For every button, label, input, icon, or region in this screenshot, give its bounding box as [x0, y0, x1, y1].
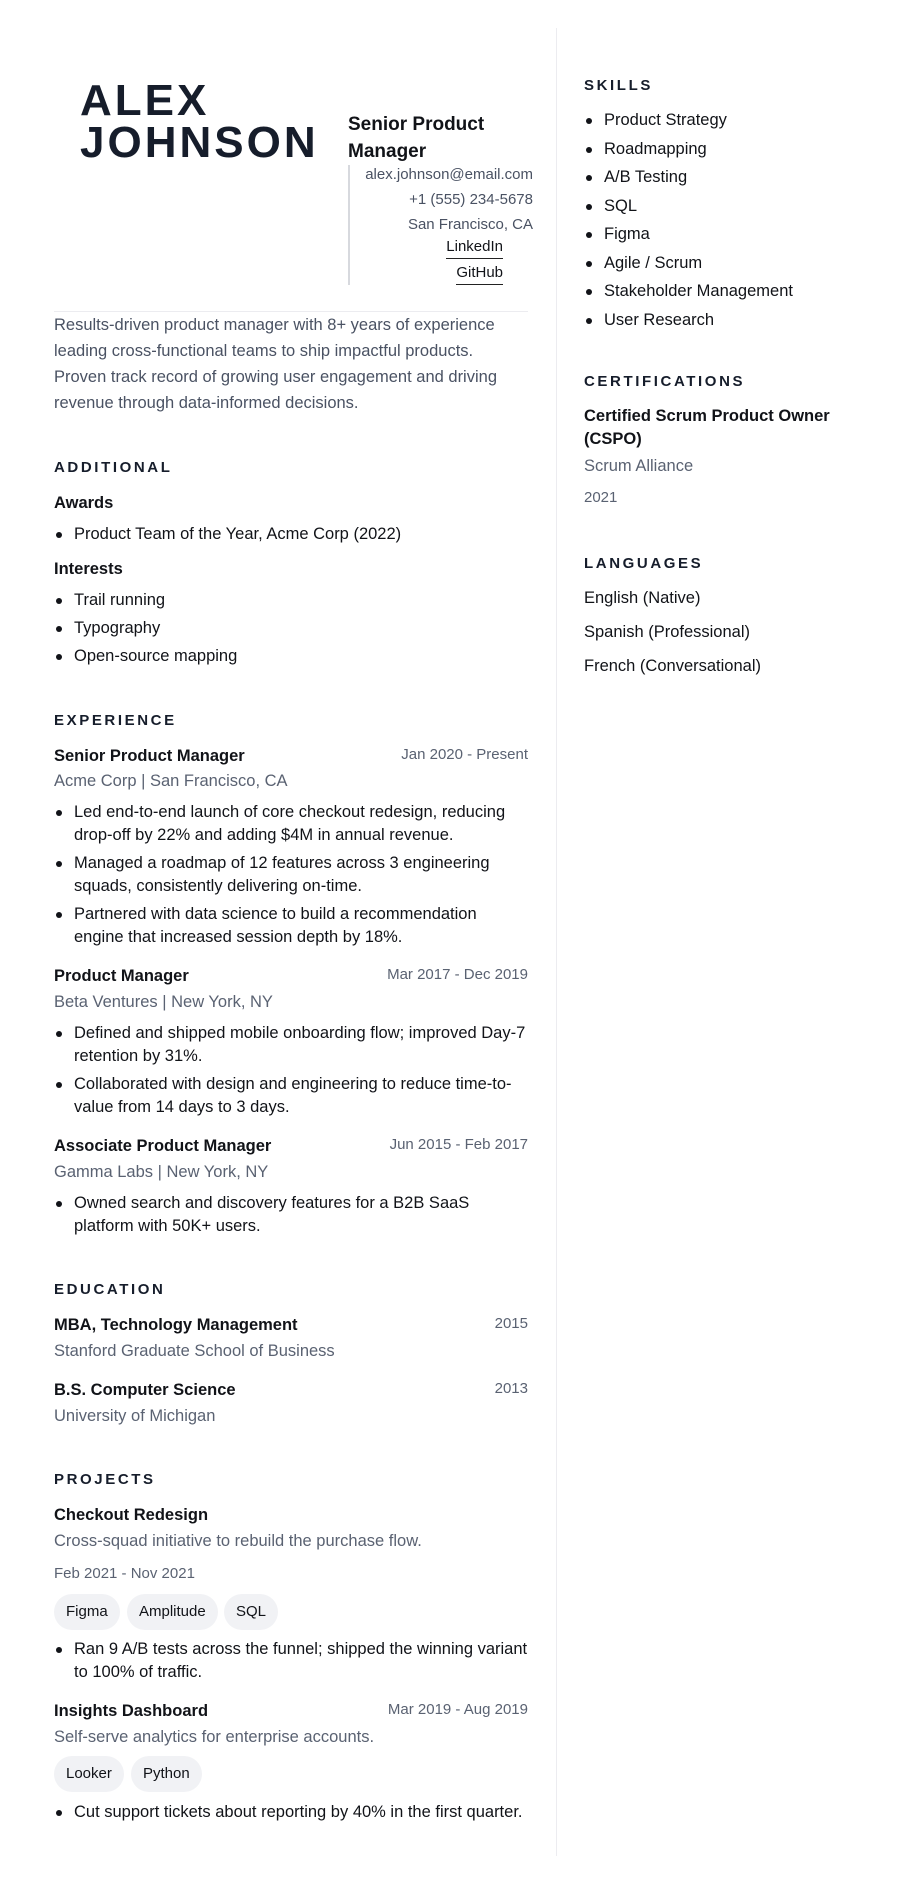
tag-chip: SQL	[224, 1594, 278, 1630]
job-dates: Jun 2015 - Feb 2017	[389, 1136, 528, 1153]
job-title: Senior Product Manager	[54, 747, 245, 765]
email[interactable]: alex.johnson@email.com	[365, 166, 533, 183]
location: San Francisco, CA	[407, 216, 533, 233]
project-name: Checkout Redesign	[54, 1506, 209, 1524]
contact-block	[348, 165, 533, 285]
linkedin-link[interactable]: LinkedIn	[446, 237, 503, 259]
list-item: Defined and shipped mobile onboarding flow; improved Day-7 retention by 31%.	[54, 1022, 528, 1068]
list-item: Roadmapping	[584, 138, 874, 161]
project-dates: Mar 2019 - Aug 2019	[387, 1701, 528, 1718]
list-item: Led end-to-end launch of core checkout redesign, reducing drop-off by 22% and adding $4M in annual revenue.	[54, 801, 528, 847]
job-company: Gamma Labs | New York, NY	[54, 1163, 269, 1181]
list-item: Ran 9 A/B tests across the funnel; shipped the winning variant to 100% of traffic.	[54, 1638, 528, 1684]
list-item: Stakeholder Management	[584, 280, 874, 303]
certification-name: Certified Scrum Product Owner (CSPO)	[584, 407, 830, 448]
job-dates: Mar 2017 - Dec 2019	[387, 966, 528, 983]
awards-label: Awards	[54, 494, 114, 512]
last-name: JOHNSON	[80, 118, 319, 167]
awards-list	[54, 523, 528, 546]
candidate-name	[80, 76, 319, 167]
list-item: Figma	[584, 223, 874, 246]
interests-list	[54, 589, 528, 668]
section-heading-education: EDUCATION	[54, 1281, 166, 1298]
interests-label: Interests	[54, 560, 123, 578]
job-bullets	[54, 801, 528, 949]
section-heading-additional: ADDITIONAL	[54, 459, 173, 476]
skills-list	[584, 109, 874, 332]
list-item: User Research	[584, 309, 874, 332]
list-item: Typography	[54, 617, 528, 640]
list-item: Managed a roadmap of 12 features across 3 engineering squads, consistently delivering on-time.	[54, 852, 528, 898]
phone: +1 (555) 234-5678	[409, 191, 533, 208]
project-description: Cross-squad initiative to rebuild the purchase flow.	[54, 1532, 422, 1550]
headline: Senior Product Manager	[348, 114, 485, 162]
education-year: 2015	[494, 1315, 528, 1332]
tag-chip: Looker	[54, 1756, 124, 1792]
job-company: Beta Ventures | New York, NY	[54, 993, 273, 1011]
tag-chip: Figma	[54, 1594, 120, 1630]
certification-issuer: Scrum Alliance	[584, 457, 694, 475]
first-name: ALEX	[80, 76, 210, 125]
education-school: Stanford Graduate School of Business	[54, 1342, 335, 1360]
certification-year: 2021	[584, 489, 618, 506]
list-item: Collaborated with design and engineering to reduce time-to-value from 14 days to 3 days.	[54, 1073, 528, 1119]
list-item: Open-source mapping	[54, 645, 528, 668]
job-title: Associate Product Manager	[54, 1137, 272, 1155]
language-item: French (Conversational)	[584, 657, 761, 675]
project-name: Insights Dashboard	[54, 1702, 209, 1720]
section-heading-skills: SKILLS	[584, 77, 653, 94]
section-heading-experience: EXPERIENCE	[54, 712, 177, 729]
list-item: SQL	[584, 195, 874, 218]
job-title: Product Manager	[54, 967, 189, 985]
list-item: Product Team of the Year, Acme Corp (2022)	[54, 523, 528, 546]
education-year: 2013	[494, 1380, 528, 1397]
project-bullets	[54, 1638, 528, 1684]
job-dates: Jan 2020 - Present	[401, 746, 528, 763]
language-item: Spanish (Professional)	[584, 623, 750, 641]
project-bullets	[54, 1801, 528, 1824]
job-bullets	[54, 1192, 528, 1238]
education-degree: B.S. Computer Science	[54, 1381, 236, 1399]
project-description: Self-serve analytics for enterprise accounts.	[54, 1728, 375, 1746]
github-link[interactable]: GitHub	[456, 263, 503, 285]
column-divider	[556, 28, 557, 1856]
list-item: Agile / Scrum	[584, 252, 874, 275]
job-bullets	[54, 1022, 528, 1119]
education-degree: MBA, Technology Management	[54, 1316, 298, 1334]
list-item: Cut support tickets about reporting by 40% in the first quarter.	[54, 1801, 528, 1824]
section-heading-projects: PROJECTS	[54, 1471, 156, 1488]
language-item: English (Native)	[584, 589, 701, 607]
education-school: University of Michigan	[54, 1407, 216, 1425]
list-item: Product Strategy	[584, 109, 874, 132]
list-item: Partnered with data science to build a recommendation engine that increased session depth by 18%.	[54, 903, 528, 949]
section-heading-certifications: CERTIFICATIONS	[584, 373, 746, 390]
list-item: Owned search and discovery features for a B2B SaaS platform with 50K+ users.	[54, 1192, 528, 1238]
job-company: Acme Corp | San Francisco, CA	[54, 772, 288, 790]
project-dates: Feb 2021 - Nov 2021	[54, 1565, 195, 1582]
tag-chip: Amplitude	[127, 1594, 218, 1630]
section-heading-languages: LANGUAGES	[584, 555, 704, 572]
list-item: Trail running	[54, 589, 528, 612]
tag-chip: Python	[131, 1756, 202, 1792]
list-item: A/B Testing	[584, 166, 874, 189]
summary: Results-driven product manager with 8+ years of experience leading cross-functional teams to ship impactful products. Proven track record of growing user engagement and driving revenue through data-informed decisions.	[54, 316, 497, 412]
